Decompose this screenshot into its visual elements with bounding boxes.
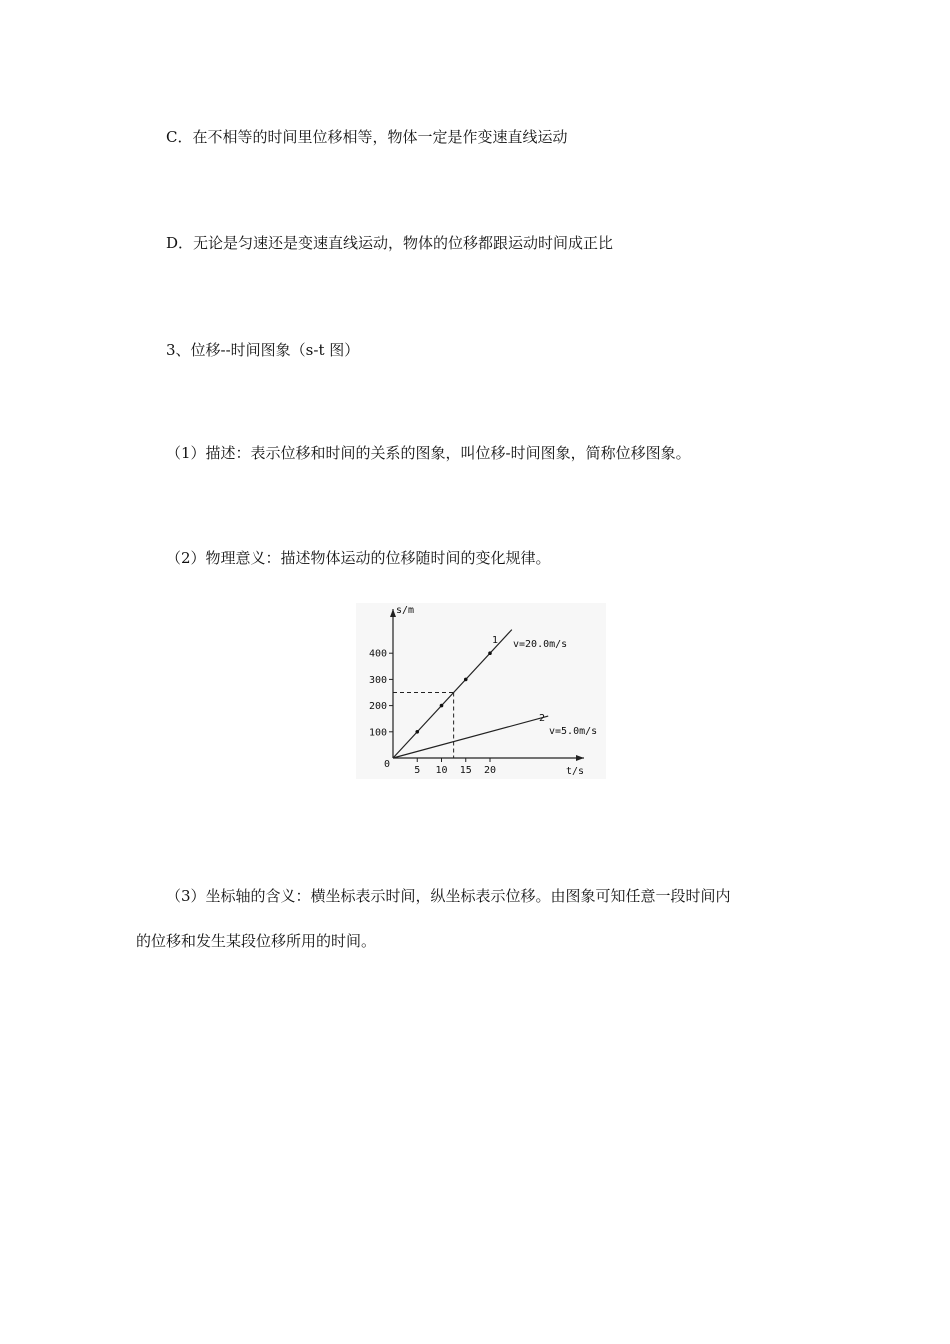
item-3-axes-meaning-line2: 的位移和发生某段位移所用的时间。 (136, 932, 377, 950)
st-graph (356, 603, 606, 779)
series-1-point (415, 730, 419, 734)
option-d: D．无论是匀速还是变速直线运动，物体的位移都跟运动时间成正比 (166, 234, 614, 252)
y-tick-label: 100 (368, 727, 387, 739)
item-1-description: （1）描述：表示位移和时间的关系的图象，叫位移-时间图象，简称位移图象。 (166, 444, 691, 462)
series-2-name: 2 (539, 713, 546, 724)
item-2-physical-meaning: （2）物理意义：描述物体运动的位移随时间的变化规律。 (166, 549, 551, 567)
item-3-axes-meaning-line1: （3）坐标轴的含义：横坐标表示时间，纵坐标表示位移。由图象可知任意一段时间内 (166, 887, 731, 905)
y-tick-label: 300 (368, 674, 387, 686)
series-2-speed-label: v=5.0m/s (549, 726, 598, 737)
series-1-name: 1 (492, 635, 499, 646)
x-tick-label: 15 (459, 765, 472, 776)
series-2-line (393, 716, 548, 758)
series-1-speed-label: v=20.0m/s (513, 639, 568, 650)
y-tick-label: 400 (368, 648, 387, 660)
x-axis-label: t/s (566, 766, 585, 777)
y-tick-label: 200 (368, 701, 387, 713)
option-c: C．在不相等的时间里位移相等，物体一定是作变速直线运动 (166, 128, 568, 146)
section-title: 3、位移--时间图象（s-t 图） (166, 341, 360, 359)
st-graph-svg (356, 603, 606, 779)
y-axis-label: s/m (396, 605, 415, 616)
x-tick-label: 5 (414, 765, 421, 776)
labels-layer (369, 605, 597, 777)
series-1-point (464, 678, 468, 682)
x-tick-label: 10 (435, 765, 448, 776)
origin-label: 0 (384, 759, 391, 770)
axes (390, 609, 584, 761)
series-1-point (440, 704, 444, 708)
series-1-line (393, 630, 512, 758)
x-axis-arrow (576, 755, 584, 761)
series-1-point (488, 651, 492, 655)
x-tick-label: 20 (483, 765, 497, 776)
